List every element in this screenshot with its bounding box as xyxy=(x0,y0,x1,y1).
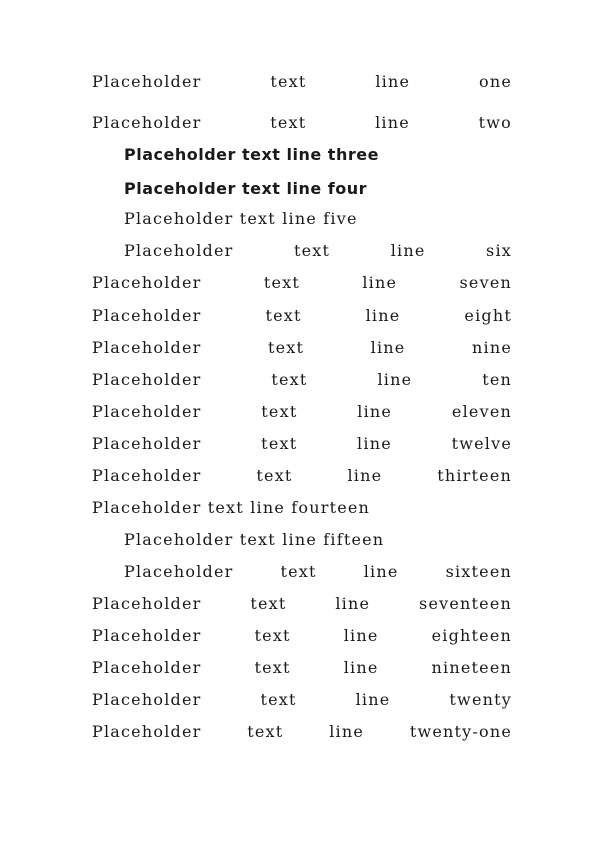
body-line: Placeholder text line eleven xyxy=(92,402,512,421)
body-line: Placeholder text line eight xyxy=(92,306,512,325)
body-line: Placeholder text line six xyxy=(124,241,512,260)
body-line: Placeholder text line two xyxy=(92,113,512,132)
body-line: Placeholder text line eighteen xyxy=(92,626,512,645)
body-line: Placeholder text line seventeen xyxy=(92,594,512,613)
body-line: Placeholder text line nineteen xyxy=(92,658,512,677)
body-line: Placeholder text line nine xyxy=(92,338,512,357)
section-heading: Placeholder text line three xyxy=(124,145,379,164)
body-line: Placeholder text line thirteen xyxy=(92,466,512,485)
body-line: Placeholder text line fourteen xyxy=(92,498,371,517)
body-line: Placeholder text line sixteen xyxy=(124,562,512,581)
subsubsection-heading: Placeholder text line fifteen xyxy=(124,530,385,549)
body-line: Placeholder text line one xyxy=(92,72,512,91)
subsubsection-heading: Placeholder text line five xyxy=(124,209,358,228)
body-line: Placeholder text line twenty xyxy=(92,690,512,709)
subsection-heading: Placeholder text line four xyxy=(124,179,368,198)
body-line: Placeholder text line seven xyxy=(92,273,512,292)
body-line: Placeholder text line twelve xyxy=(92,434,512,453)
body-line: Placeholder text line ten xyxy=(92,370,512,389)
body-line: Placeholder text line twenty-one xyxy=(92,722,512,741)
